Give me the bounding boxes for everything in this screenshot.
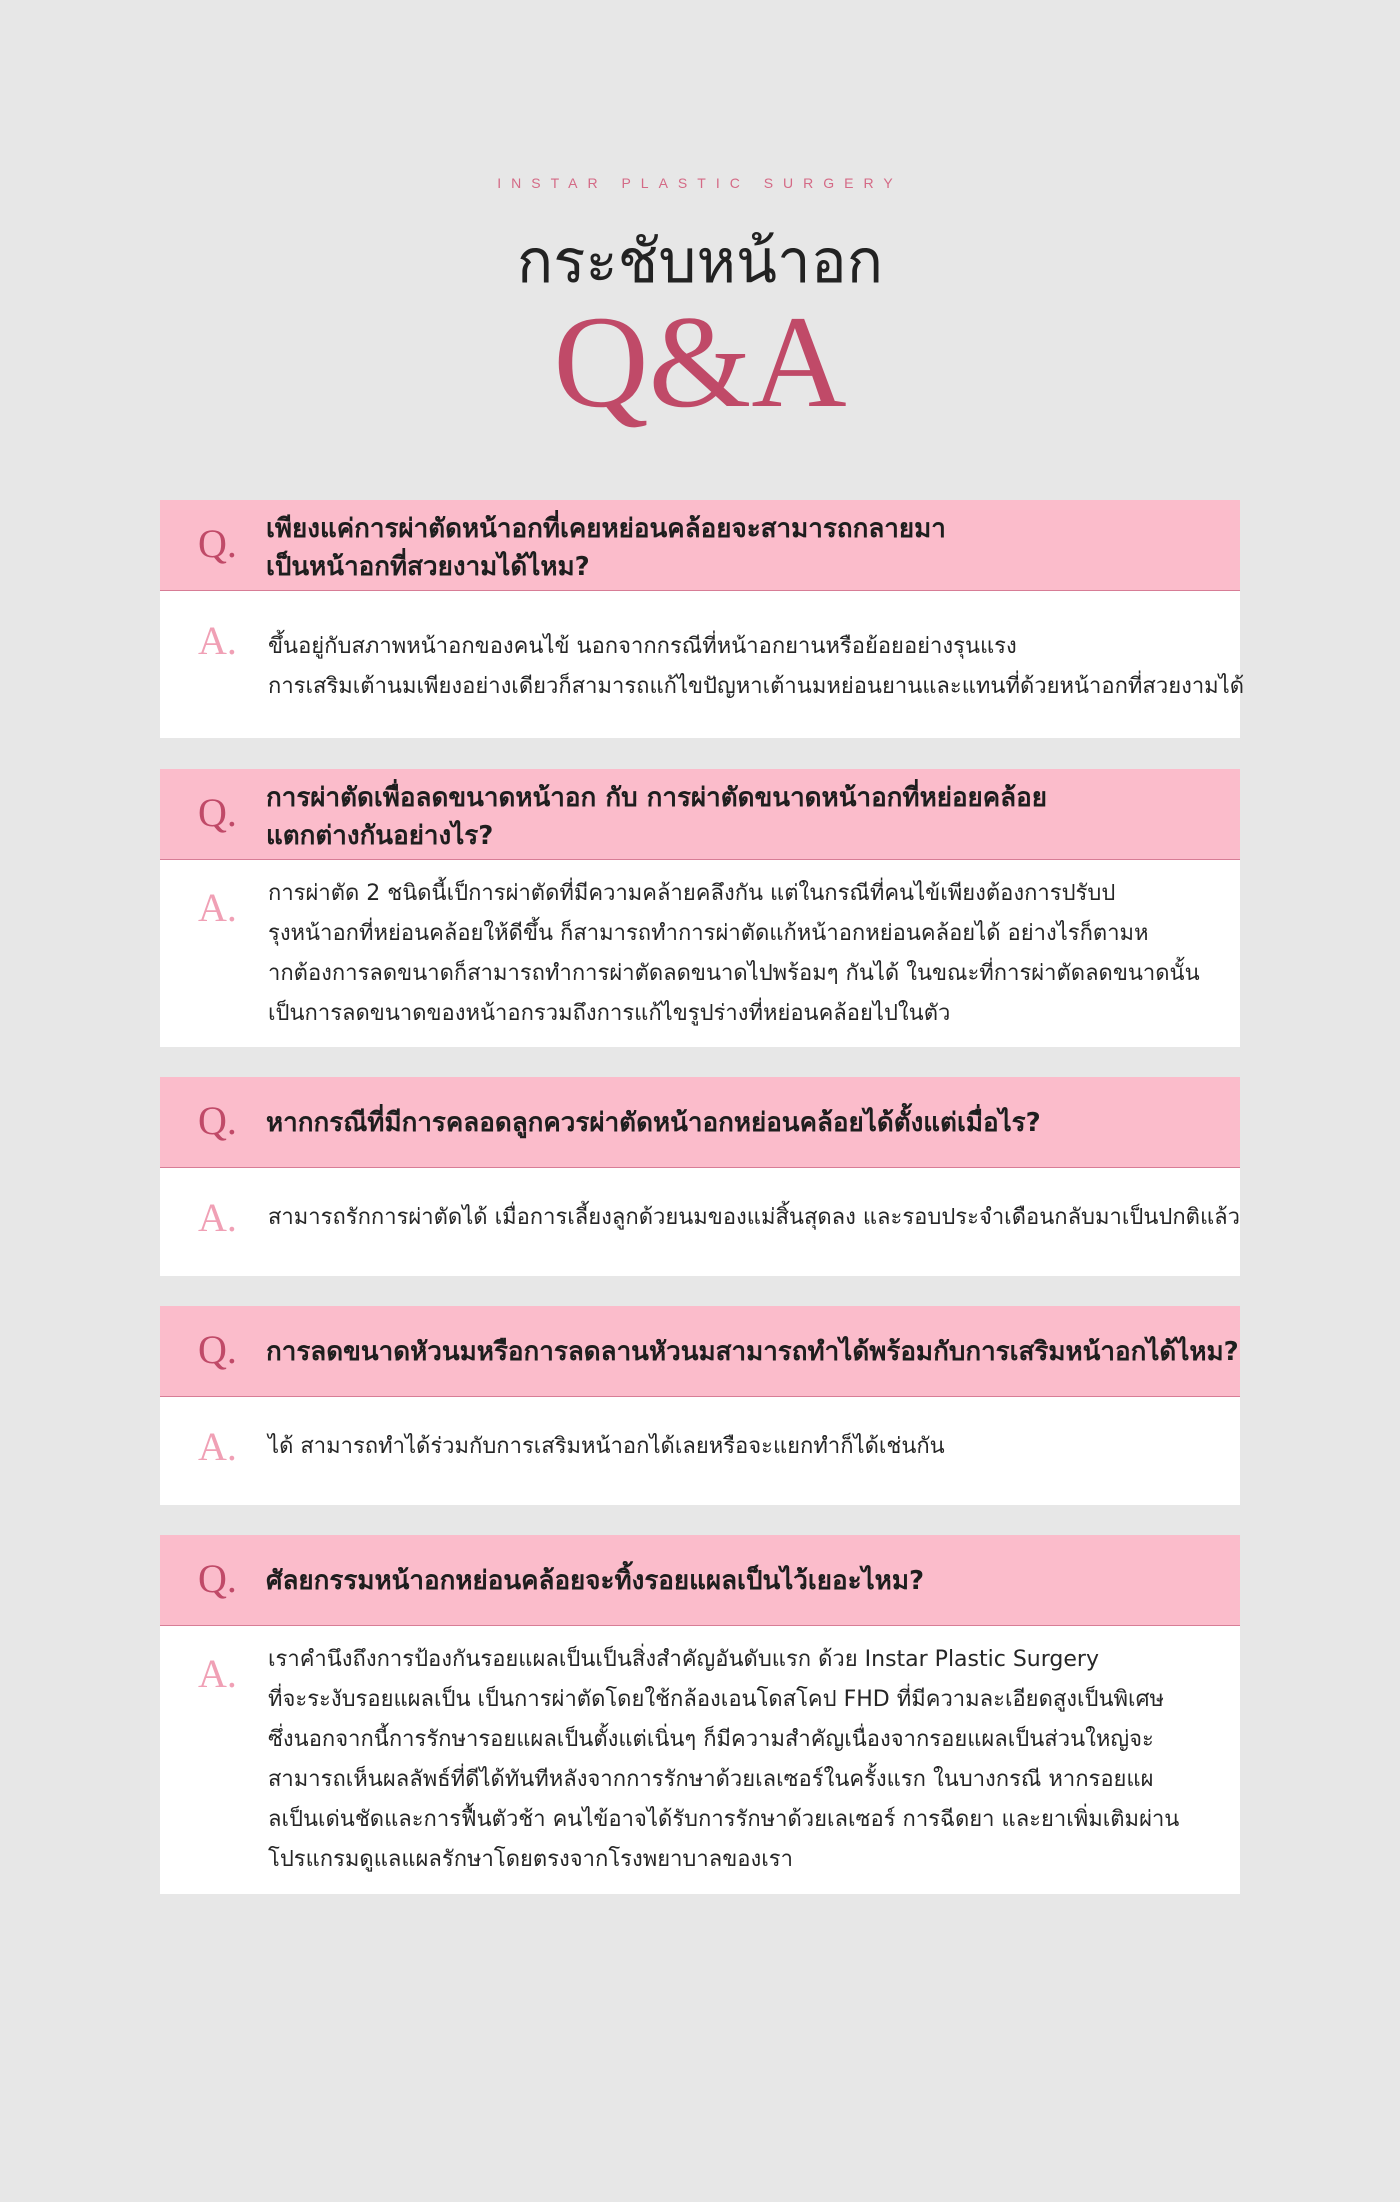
- answer-box: [160, 1626, 1240, 1894]
- answer-text: ขึ้นอยู่กับสภาพหน้าอกของคนไข้ นอกจากกรณีที่หน้าอกยานหรือย้อยอย่างรุนแรง การเสริมเต้านมเพียงอย่างเดียวก็สามารถแก้ไขปัญหาเต้านมหย่อนยานและแทนที่ด้วยหน้าอกที่สวยงามได้: [268, 634, 1245, 699]
- question-text: เพียงแค่การผ่าตัดหน้าอกที่เคยหย่อนคล้อยจะสามารถกลายมา เป็นหน้าอกที่สวยงามได้ไหม?: [266, 514, 946, 582]
- question-bar: [160, 1535, 1240, 1626]
- answer-marker: A.: [198, 1424, 237, 1469]
- answer-box: [160, 860, 1240, 1047]
- answer-box: [160, 1397, 1240, 1505]
- question-marker: Q.: [198, 1327, 237, 1372]
- answer-text: ได้ สามารถทำได้ร่วมกับการเสริมหน้าอกได้เลยหรือจะแยกทำก็ได้เช่นกัน: [268, 1434, 945, 1459]
- answer-marker: A.: [198, 618, 237, 663]
- answer-text: เราคำนึงถึงการป้องกันรอยแผลเป็นเป็นสิ่งสำคัญอันดับแรก ด้วย Instar Plastic Surgery ที่จะระงับรอยแผลเป็น เป็นการผ่าตัดโดยใช้กล้องเอนโดสโคป FHD ที่มีความละเอียดสูงเป็นพิเศษ ซึ่งนอกจากนี้การรักษารอยแผลเป็นตั้งแต่เนิ่นๆ ก็มีความสำคัญเนื่องจากรอยแผลเป็นส่วนใหญ่จะ สามารถเห็นผลลัพธ์ที่ดีได้ทันทีหลังจากการรักษาด้วยเลเซอร์ในครั้งแรก ในบางกรณี หากรอยแผ ลเป็นเด่นชัดและการฟื้นตัวช้า คนไข้อาจได้รับการรักษาด้วยเลเซอร์ การฉีดยา และยาเพิ่มเติมผ่าน โปรแกรมดูแลแผลรักษาโดยตรงจากโรงพยาบาลของเรา: [268, 1647, 1180, 1872]
- answer-marker: A.: [198, 1651, 237, 1696]
- question-marker: Q.: [198, 790, 237, 835]
- question-text: ศัลยกรรมหน้าอกหย่อนคล้อยจะทิ้งรอยแผลเป็นไว้เยอะไหม?: [266, 1566, 925, 1596]
- brand-label: INSTAR PLASTIC SURGERY: [497, 175, 903, 191]
- question-bar: [160, 769, 1240, 860]
- question-bar: [160, 1306, 1240, 1397]
- answer-box: [160, 1168, 1240, 1276]
- page-subtitle-qa: Q&A: [553, 288, 847, 435]
- question-bar: [160, 1077, 1240, 1168]
- question-bar: [160, 500, 1240, 591]
- question-marker: Q.: [198, 1556, 237, 1601]
- answer-box: [160, 591, 1245, 738]
- question-marker: Q.: [198, 521, 237, 566]
- answer-marker: A.: [198, 885, 237, 930]
- question-text: การลดขนาดหัวนมหรือการลดลานหัวนมสามารถทำได้พร้อมกับการเสริมหน้าอกได้ไหม?: [266, 1337, 1239, 1367]
- question-marker: Q.: [198, 1098, 237, 1143]
- answer-text: การผ่าตัด 2 ชนิดนี้เป็การผ่าตัดที่มีความคล้ายคลึงกัน แต่ในกรณีที่คนไข้เพียงต้องการปรับป รุงหน้าอกที่หย่อนคล้อยให้ดีขึ้น ก็สามารถทำการผ่าตัดแก้หน้าอกหย่อนคล้อยได้ อย่างไรก็ตามห ากต้องการลดขนาดก็สามารถทำการผ่าตัดลดขนาดไปพร้อมๆ กันได้ ในขณะที่การผ่าตัดลดขนาดนั้น เป็นการลดขนาดของหน้าอกรวมถึงการแก้ไขรูปร่างที่หย่อนคล้อยไปในตัว: [268, 881, 1200, 1026]
- answer-text: สามารถรักการผ่าตัดได้ เมื่อการเลี้ยงลูกด้วยนมของแม่สิ้นสุดลง และรอบประจำเดือนกลับมาเป็นปกติแล้ว: [268, 1205, 1240, 1230]
- question-text: หากกรณีที่มีการคลอดลูกควรผ่าตัดหน้าอกหย่อนคล้อยได้ตั้งแต่เมื่อไร?: [266, 1108, 1041, 1138]
- answer-marker: A.: [198, 1195, 237, 1240]
- page-title: กระชับหน้าอก: [516, 227, 884, 297]
- question-text: การผ่าตัดเพื่อลดขนาดหน้าอก กับ การผ่าตัดขนาดหน้าอกที่หย่อยคล้อย แตกต่างกันอย่างไร?: [266, 783, 1047, 851]
